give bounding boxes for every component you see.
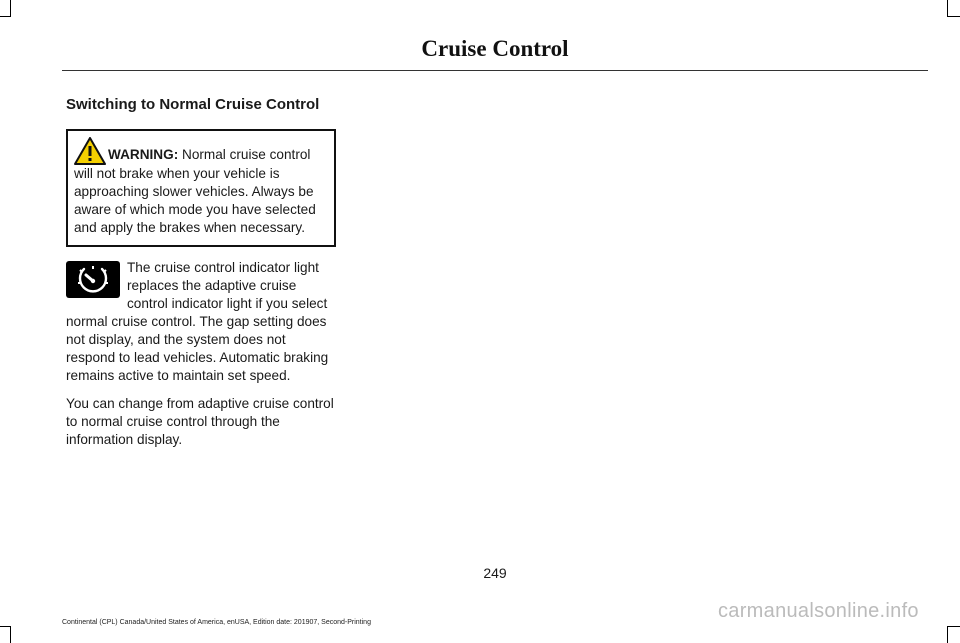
page-title: Cruise Control (421, 36, 569, 61)
header-divider (62, 70, 928, 71)
indicator-block (66, 259, 336, 385)
crop-mark (947, 16, 960, 17)
warning-text: Normal cruise control will not brake when your vehicle is approaching slower vehicles. Always be aware of which mode you have selected and apply the brakes when necessary. (74, 147, 316, 235)
indicator-text: The cruise control indicator light replaces the adaptive cruise control indicator light if you select normal cruise control. The gap setting does not display, and the system does not respond to lead vehicles. Automatic braking remains active to maintain set speed. (66, 260, 329, 383)
crop-mark (10, 0, 11, 16)
crop-mark (947, 0, 948, 16)
warning-box (66, 129, 336, 247)
warning-label: WARNING: (108, 147, 179, 162)
crop-mark (947, 626, 960, 627)
section-heading: Switching to Normal Cruise Control (66, 96, 320, 113)
cruise-control-indicator-icon (66, 261, 120, 298)
watermark: carmanualsonline.info (718, 600, 919, 622)
main-content (66, 96, 336, 449)
change-mode-text: You can change from adaptive cruise control to normal cruise control through the information display. (66, 396, 334, 447)
warning-triangle-icon (74, 137, 106, 165)
page-number: 249 (483, 565, 507, 581)
crop-mark (947, 626, 948, 643)
crop-mark (10, 626, 11, 643)
footer-edition-text: Continental (CPL) Canada/United States of America, enUSA, Edition date: 201907, Second-Printing (62, 619, 371, 626)
crop-mark (0, 16, 11, 17)
crop-mark (0, 626, 11, 627)
